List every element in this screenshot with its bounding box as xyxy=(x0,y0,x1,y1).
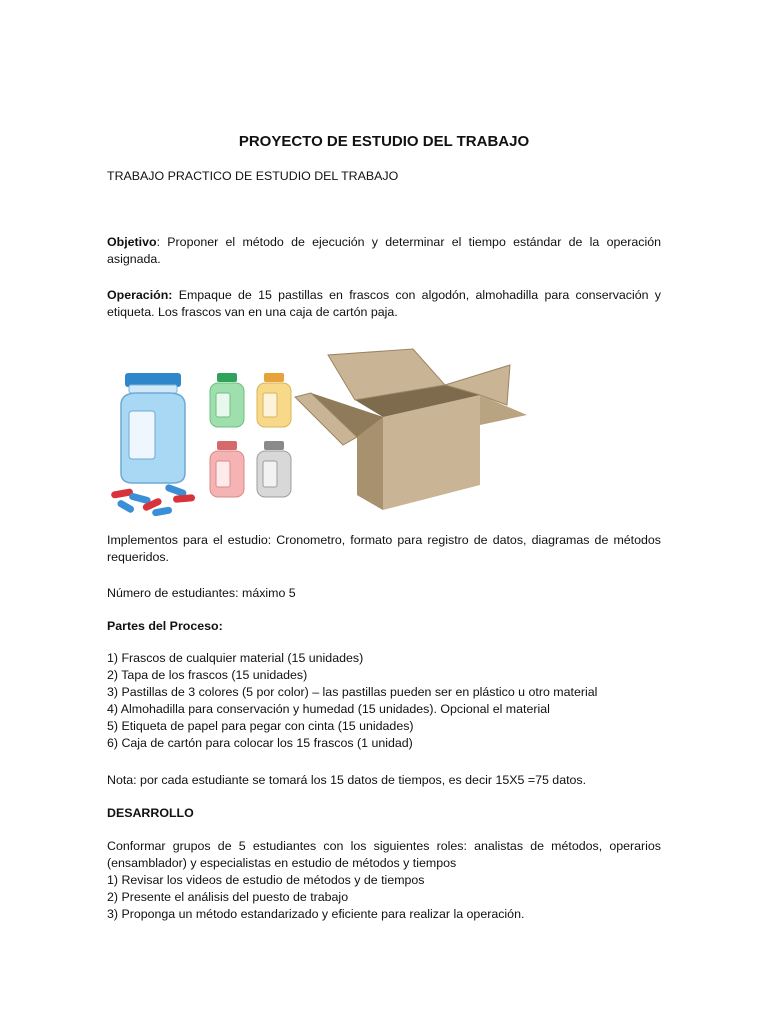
note-paragraph: Nota: por cada estudiante se tomará los 15 datos de tiempos, es decir 15X5 =75 datos. xyxy=(107,773,587,787)
pink-bottle-icon xyxy=(210,441,244,497)
students-paragraph: Número de estudiantes: máximo 5 xyxy=(107,586,296,600)
cardboard-box-icon xyxy=(295,349,527,510)
large-bottle-icon xyxy=(121,373,185,483)
bottles-and-box-illustration xyxy=(107,345,527,520)
operation-paragraph xyxy=(107,287,661,321)
document-subtitle: TRABAJO PRACTICO DE ESTUDIO DEL TRABAJO xyxy=(107,169,399,183)
list-item: 3) Proponga un método estandarizado y eficiente para realizar la operación. xyxy=(107,907,525,921)
list-item: 2) Presente el análisis del puesto de trabajo xyxy=(107,890,349,904)
orange-bottle-icon xyxy=(257,373,291,427)
objective-label: Objetivo xyxy=(107,235,157,249)
gray-bottle-icon xyxy=(257,441,291,497)
development-heading: DESARROLLO xyxy=(107,806,194,820)
development-intro: Conformar grupos de 5 estudiantes con los siguientes roles: analistas de métodos, operarios (ensamblador) y especialistas en estudio de métodos y tiempos xyxy=(107,839,661,870)
list-item: 4) Almohadilla para conservación y humedad (15 unidades). Opcional el material xyxy=(107,702,550,716)
list-item: 2) Tapa de los frascos (15 unidades) xyxy=(107,668,308,682)
objective-paragraph xyxy=(107,234,661,268)
pills-icon xyxy=(111,483,196,516)
green-bottle-icon xyxy=(210,373,244,427)
list-item: 6) Caja de cartón para colocar los 15 frascos (1 unidad) xyxy=(107,736,413,750)
list-item: 1) Frascos de cualquier material (15 unidades) xyxy=(107,651,364,665)
list-item: 1) Revisar los videos de estudio de métodos y de tiempos xyxy=(107,873,425,887)
operation-label: Operación: xyxy=(107,288,173,302)
document-title: PROYECTO DE ESTUDIO DEL TRABAJO xyxy=(238,133,530,150)
operation-text: Empaque de 15 pastillas en frascos con algodón, almohadilla para conservación y etiqueta. Los frascos van en una caja de cartón paja. xyxy=(107,288,661,319)
parts-list xyxy=(107,650,661,752)
document-page xyxy=(107,0,661,1024)
implements-paragraph: Implementos para el estudio: Cronometro, formato para registro de datos, diagramas de métodos requeridos. xyxy=(107,533,661,564)
list-item: 3) Pastillas de 3 colores (5 por color) – las pastillas pueden ser en plástico u otro material xyxy=(107,685,598,699)
development-steps xyxy=(107,872,661,923)
parts-heading: Partes del Proceso: xyxy=(107,619,223,633)
list-item: 5) Etiqueta de papel para pegar con cinta (15 unidades) xyxy=(107,719,414,733)
objective-text: : Proponer el método de ejecución y determinar el tiempo estándar de la operación asignada. xyxy=(107,235,661,266)
